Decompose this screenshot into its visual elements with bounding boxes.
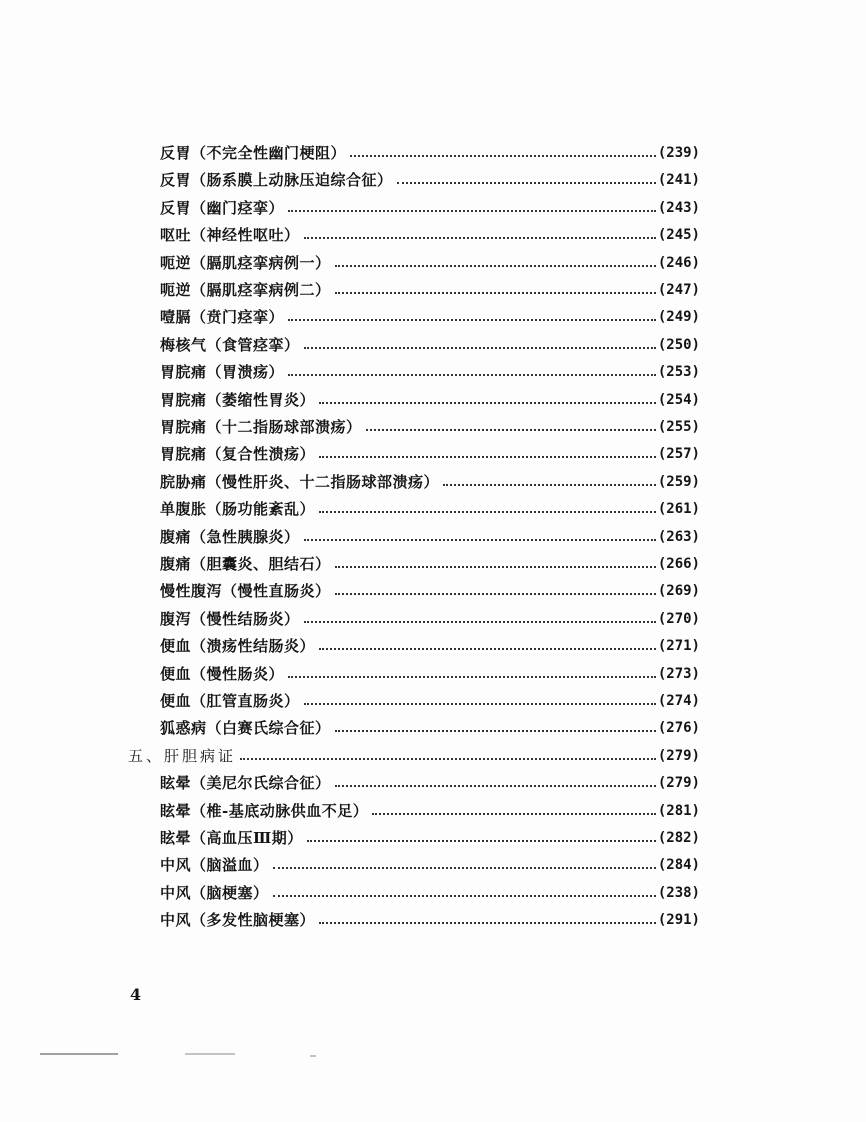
toc-entry-title: 便血（慢性肠炎） <box>160 664 285 683</box>
dot-leader <box>307 840 656 842</box>
toc-entry-page: (246) <box>657 254 700 271</box>
toc-entry-page: (282) <box>657 830 700 846</box>
toc-entry-title: 反胃（幽门痉挛） <box>160 198 285 217</box>
toc-entry-page: (270) <box>657 610 700 627</box>
scan-artifact-line <box>40 1053 118 1055</box>
dot-leader <box>304 237 656 239</box>
dot-leader <box>350 155 656 157</box>
dot-leader <box>304 703 656 705</box>
toc-entry-title: 眩晕（高血压Ⅲ期） <box>160 829 303 847</box>
toc-entry-title: 便血（溃疡性结肠炎） <box>160 637 316 656</box>
toc-entry-page: (279) <box>657 747 700 764</box>
toc-entry <box>160 851 700 879</box>
toc-entry-title: 呃逆（膈肌痉挛病例二） <box>160 281 331 299</box>
toc-entry <box>160 523 700 551</box>
toc-entry <box>160 331 700 359</box>
toc-entry-page: (261) <box>657 501 700 518</box>
dot-leader <box>319 648 656 650</box>
dot-leader <box>335 730 656 732</box>
toc-entry-page: (247) <box>657 282 700 298</box>
dot-leader <box>366 429 656 431</box>
dot-leader <box>288 374 656 376</box>
toc-entry-title: 反胃（肠系膜上动脉压迫综合征） <box>160 171 393 190</box>
toc-entry <box>160 906 700 934</box>
toc-entry <box>160 824 700 852</box>
toc-entry-page: (238) <box>657 884 700 901</box>
dot-leader <box>319 922 656 924</box>
toc-entry <box>160 687 700 715</box>
dot-leader <box>304 347 656 349</box>
toc-entry-page: (241) <box>657 172 700 189</box>
toc-entry-title: 眩晕（椎-基底动脉供血不足） <box>160 801 369 820</box>
toc-entry <box>160 714 700 742</box>
toc-entry <box>160 468 700 496</box>
toc-entry-page: (249) <box>657 309 700 326</box>
toc-entry-title: 腹痛（急性胰腺炎） <box>160 527 300 546</box>
toc-entry-title: 胃脘痛（复合性溃疡） <box>160 445 316 464</box>
dot-leader <box>304 621 656 623</box>
toc-entry-page: (263) <box>657 528 700 545</box>
toc-entry-title: 狐惑病（白赛氏综合征） <box>160 719 331 738</box>
toc-entry-page: (276) <box>657 720 700 737</box>
toc-entry-title: 胃脘痛（胃溃疡） <box>160 363 285 382</box>
toc-entry-title: 反胃（不完全性幽门梗阻） <box>160 144 347 162</box>
dot-leader <box>240 758 656 760</box>
toc-entry-title: 胃脘痛（十二指肠球部溃疡） <box>160 418 362 436</box>
toc-entry-page: (255) <box>657 419 700 435</box>
toc-entry <box>160 358 700 386</box>
toc-entry <box>160 550 700 578</box>
toc-entry <box>160 276 700 304</box>
dot-leader <box>335 593 656 595</box>
toc-entry-title: 腹痛（胆囊炎、胆结石） <box>160 555 331 573</box>
toc-entry-page: (279) <box>657 775 700 792</box>
toc-entry-page: (266) <box>657 556 700 572</box>
dot-leader <box>319 511 656 513</box>
dot-leader <box>372 813 656 815</box>
toc-entry <box>160 166 700 194</box>
toc-entry-title: 慢性腹泻（慢性直肠炎） <box>160 582 331 601</box>
toc-entry-title: 中风（多发性脑梗塞） <box>160 911 316 930</box>
toc-entry-title: 五、肝胆病证 <box>128 746 237 765</box>
dot-leader <box>443 484 656 486</box>
toc-entry-title: 中风（脑梗塞） <box>160 883 269 902</box>
toc-entry-title: 单腹胀（肠功能紊乱） <box>160 500 316 519</box>
dot-leader <box>319 456 656 458</box>
toc-entry <box>160 440 700 468</box>
dot-leader <box>335 292 656 294</box>
toc-entry-page: (250) <box>657 336 700 353</box>
dot-leader <box>273 867 656 869</box>
toc-entry-title: 胃脘痛（萎缩性胃炎） <box>160 390 316 409</box>
toc-entry-page: (243) <box>657 199 700 216</box>
toc-entry <box>160 413 700 441</box>
toc-entry-page: (291) <box>657 912 700 929</box>
dot-leader <box>304 539 656 541</box>
dot-leader <box>335 265 656 267</box>
toc-entry <box>160 879 700 907</box>
toc-entry <box>160 139 700 167</box>
dot-leader <box>335 785 656 787</box>
toc-entry-title: 眩晕（美尼尔氏综合征） <box>160 774 331 793</box>
toc-entry <box>160 577 700 605</box>
toc-entry-page: (257) <box>657 446 700 463</box>
dot-leader <box>288 319 656 321</box>
toc-entry <box>160 495 700 523</box>
toc-entry-page: (253) <box>657 364 700 381</box>
toc-entry-page: (254) <box>657 391 700 408</box>
toc-entry-title: 梅核气（食管痉挛） <box>160 335 300 354</box>
toc-entry-page: (273) <box>657 665 700 682</box>
toc-entry-page: (274) <box>657 693 700 709</box>
dot-leader <box>335 566 656 568</box>
toc-entry-page: (245) <box>657 227 700 244</box>
toc-entry-title: 呕吐（神经性呕吐） <box>160 226 300 245</box>
toc-entry <box>160 249 700 277</box>
toc-entry-page: (259) <box>657 473 700 490</box>
toc-entry <box>160 797 700 825</box>
dot-leader <box>288 210 656 212</box>
toc-entry-title: 脘胁痛（慢性肝炎、十二指肠球部溃疡） <box>160 472 440 491</box>
toc-entry-page: (239) <box>657 145 700 161</box>
toc-entry-title: 腹泻（慢性结肠炎） <box>160 609 300 628</box>
dot-leader <box>288 676 656 678</box>
toc-entry <box>160 221 700 249</box>
toc-entry-title: 中风（脑溢血） <box>160 856 269 875</box>
page-number: 4 <box>130 985 142 1004</box>
toc-entry-title: 便血（肛管直肠炎） <box>160 692 300 710</box>
toc-entry <box>160 194 700 222</box>
toc-entry-page: (284) <box>657 857 700 874</box>
toc-section-heading <box>128 742 700 770</box>
toc-entry <box>160 303 700 331</box>
toc-entry-page: (281) <box>657 802 700 819</box>
toc-entry-page: (271) <box>657 638 700 655</box>
toc-entry <box>160 605 700 633</box>
scan-artifact-line <box>310 1055 316 1057</box>
toc-entry-title: 噎膈（贲门痉挛） <box>160 308 285 327</box>
toc-entry-page: (269) <box>657 583 700 600</box>
toc-entry <box>160 632 700 660</box>
scan-artifact-line <box>185 1053 235 1055</box>
toc-entry <box>160 386 700 414</box>
toc-entry-title: 呃逆（膈肌痉挛病例一） <box>160 253 331 272</box>
dot-leader <box>397 182 656 184</box>
toc-entry <box>160 769 700 797</box>
dot-leader <box>273 895 656 897</box>
dot-leader <box>319 402 656 404</box>
toc-entry <box>160 660 700 688</box>
